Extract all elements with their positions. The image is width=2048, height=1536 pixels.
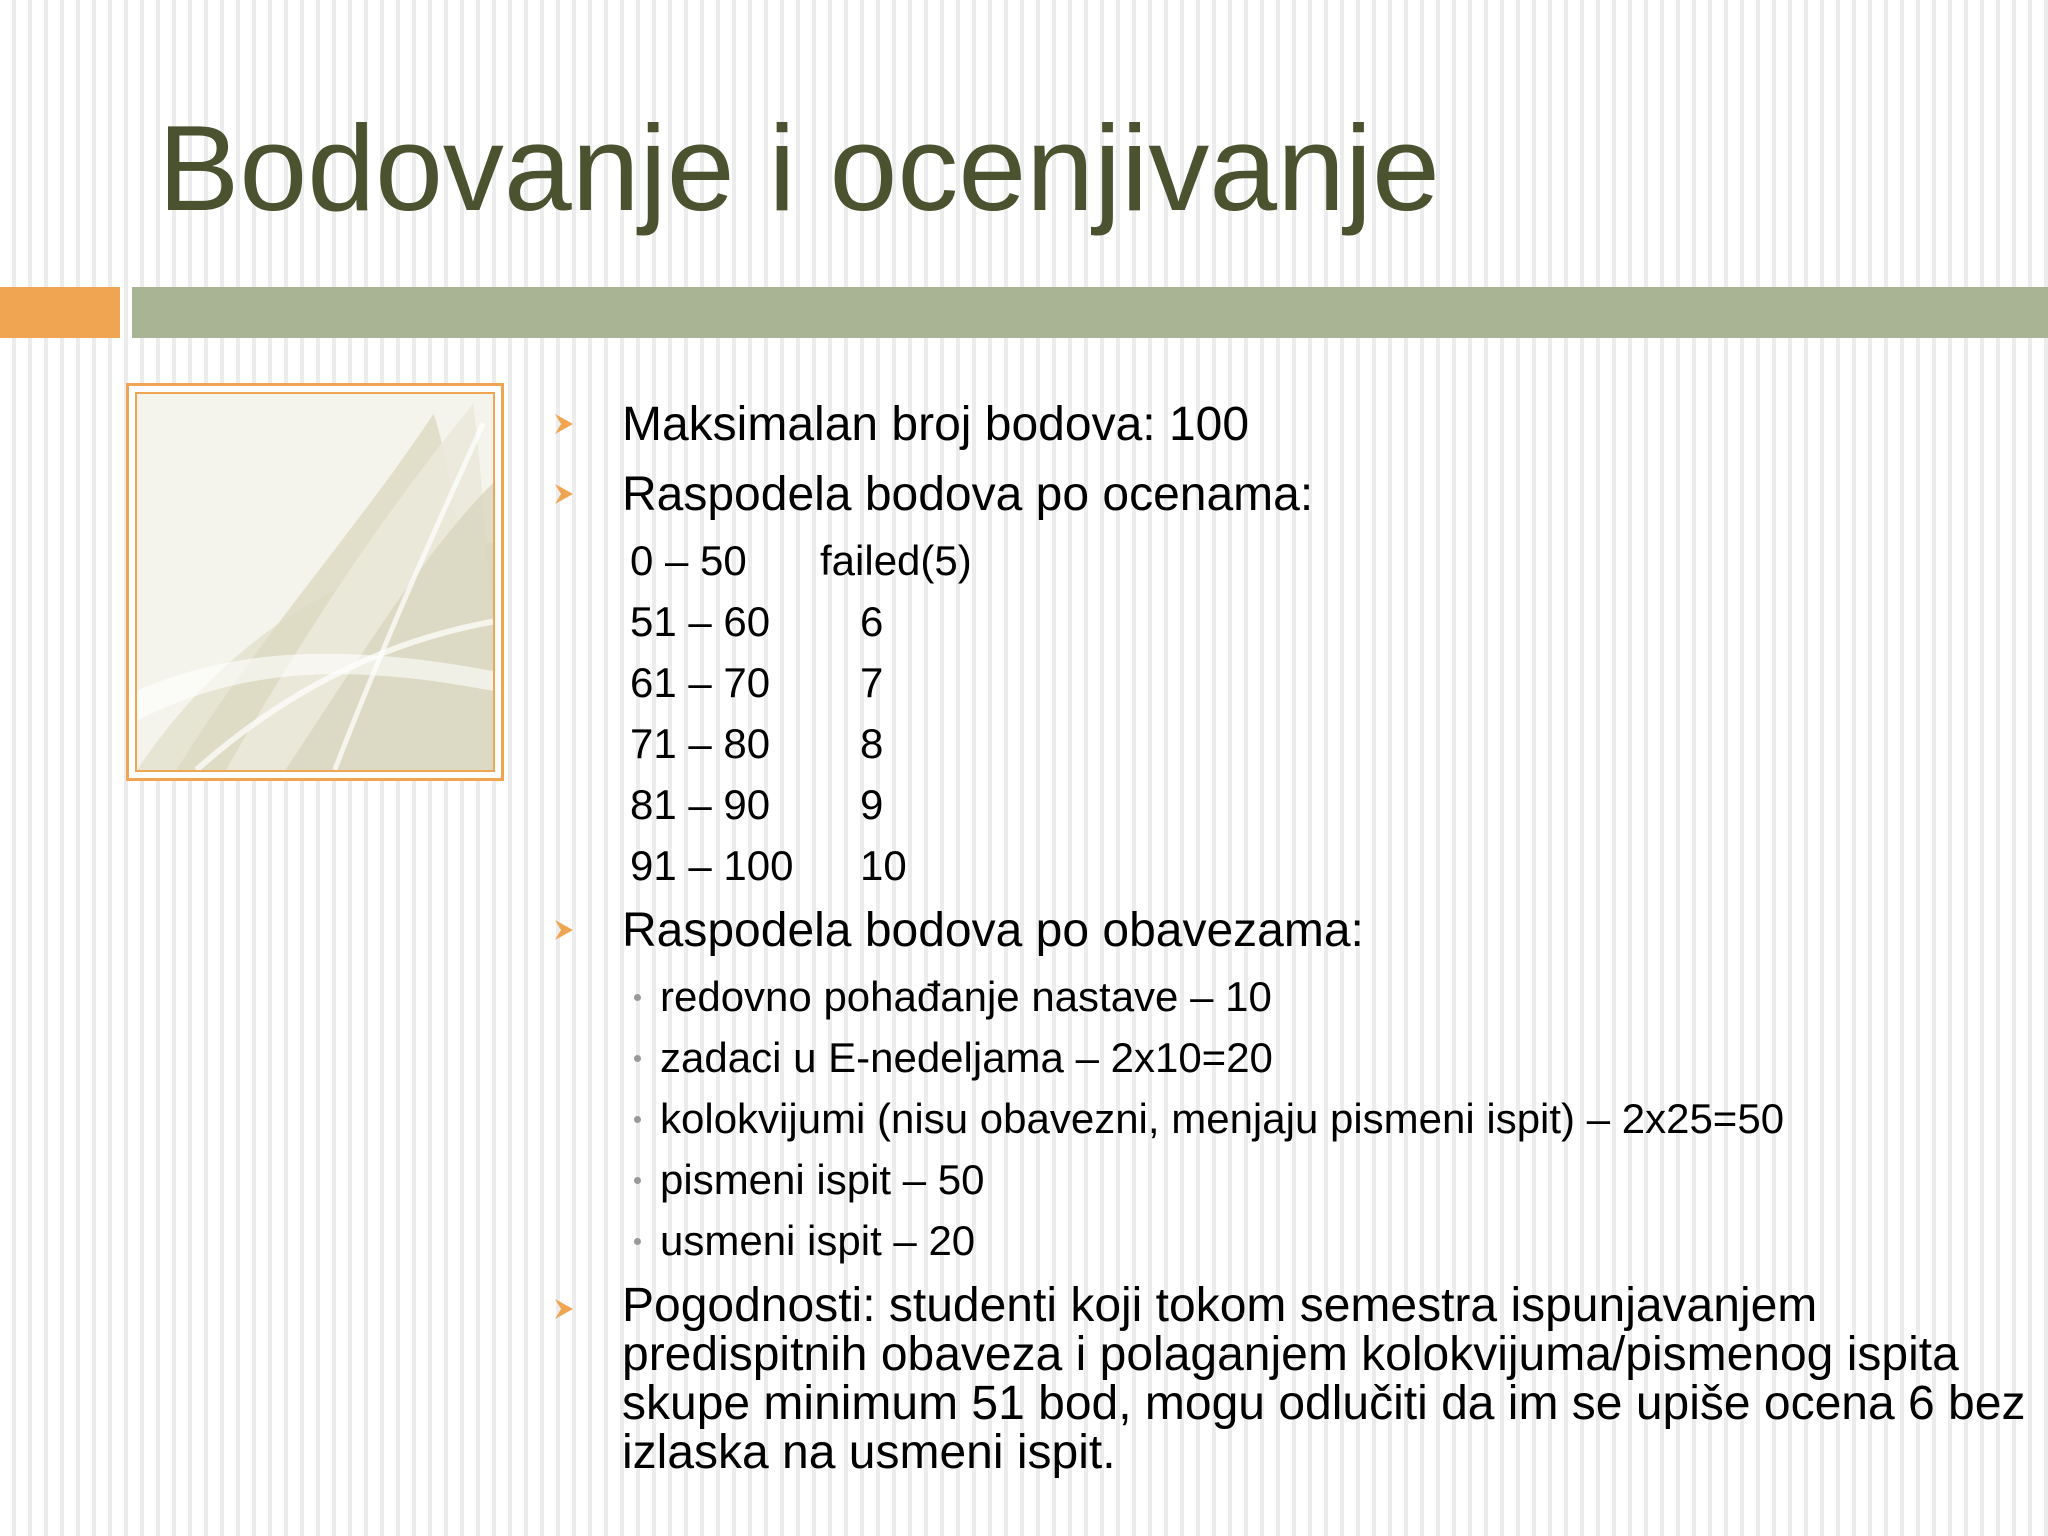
- list-item: [548, 1027, 2028, 1088]
- accent-bar-green: [132, 287, 2048, 338]
- dot-bullet-icon: [634, 994, 641, 1001]
- list-item-text: redovno pohađanje nastave – 10: [660, 973, 1272, 1020]
- list-item-text: zadaci u E-nedeljama – 2x10=20: [660, 1034, 1273, 1081]
- list-item-text: usmeni ispit – 20: [660, 1217, 976, 1264]
- bullet-grade-distribution: [548, 460, 2028, 530]
- picture-frame: [126, 383, 504, 781]
- list-item: [548, 1210, 2028, 1271]
- arrow-bullet-icon: [553, 918, 575, 942]
- grade-value: failed(5): [820, 537, 972, 584]
- grade-range: 51 – 60: [630, 598, 771, 645]
- grade-range: 71 – 80: [630, 720, 771, 767]
- grade-range: 0 – 50: [630, 537, 747, 584]
- grade-range: 81 – 90: [630, 781, 771, 828]
- slide-title: Bodovanje i ocenjivanje: [158, 100, 1440, 236]
- bullet-text: Maksimalan broj bodova: 100: [622, 398, 1250, 451]
- list-item: [548, 1088, 2028, 1149]
- grade-row: [630, 835, 2028, 896]
- list-item-text: kolokvijumi (nisu obavezni, menjaju pismeni ispit) – 2x25=50: [660, 1095, 1785, 1142]
- book-pages-icon: [137, 394, 493, 770]
- grade-range: 91 – 100: [630, 842, 794, 889]
- grade-value: 10: [860, 842, 907, 889]
- bullet-text: Pogodnosti: studenti koji tokom semestra ispunjavanjem predispitnih obaveza i polaganjem kolokvijuma/pismenog ispita skupe minimum 51 bod, mogu odlučiti da im se upiše ocena 6 bez izlaska na usmeni ispit.: [622, 1279, 2026, 1479]
- grade-row: [630, 591, 2028, 652]
- arrow-bullet-icon: [553, 412, 575, 436]
- grade-value: 6: [860, 598, 884, 645]
- dot-bullet-icon: [634, 1238, 641, 1245]
- grade-row: [630, 774, 2028, 835]
- grade-value: 8: [860, 720, 884, 767]
- bullet-max-points: [548, 390, 2028, 460]
- list-item: [548, 966, 2028, 1027]
- accent-bar-orange: [0, 287, 120, 338]
- grade-value: 9: [860, 781, 884, 828]
- open-book-image: [135, 392, 495, 772]
- grade-row: [630, 530, 2028, 591]
- grade-table: [630, 530, 2028, 896]
- arrow-bullet-icon: [553, 482, 575, 506]
- dot-bullet-icon: [634, 1055, 641, 1062]
- list-item: [548, 1149, 2028, 1210]
- grade-value: 7: [860, 659, 884, 706]
- obligations-list: [630, 966, 2028, 1271]
- arrow-bullet-icon: [553, 1297, 575, 1321]
- bullet-text: Raspodela bodova po obavezama:: [622, 904, 1364, 957]
- grade-range: 61 – 70: [630, 659, 771, 706]
- list-item-text: pismeni ispit – 50: [660, 1156, 985, 1203]
- bullet-benefits: [548, 1281, 2028, 1477]
- bullet-obligations: [548, 896, 2028, 966]
- dot-bullet-icon: [634, 1116, 641, 1123]
- bullet-text: Raspodela bodova po ocenama:: [622, 468, 1314, 521]
- grade-row: [630, 713, 2028, 774]
- grade-row: [630, 652, 2028, 713]
- slide-content: [548, 390, 2028, 1477]
- dot-bullet-icon: [634, 1177, 641, 1184]
